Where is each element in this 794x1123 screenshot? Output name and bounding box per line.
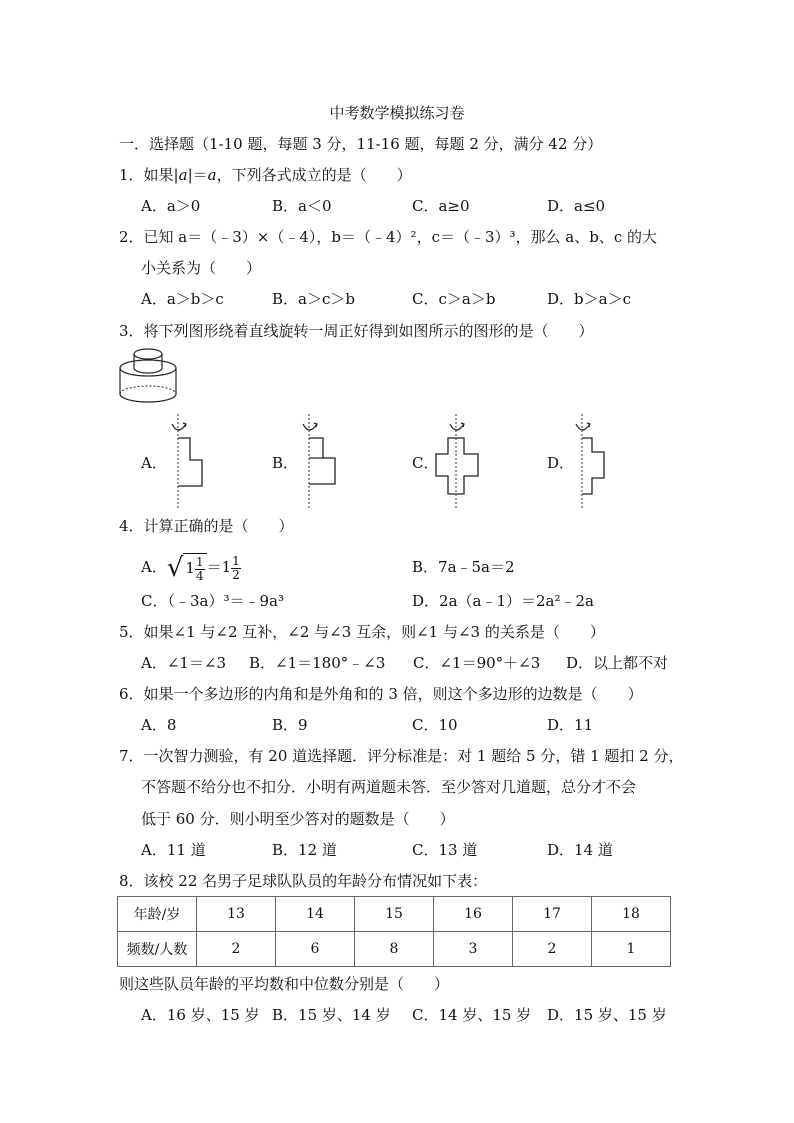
table-cell: 13 [197, 897, 276, 932]
q1-option-a: A．a＞0 [141, 197, 201, 215]
table-cell: 6 [276, 932, 355, 967]
q7-stem-line2: 不答题不给分也不扣分．小明有两道题未答．至少答对几道题，总分才不会 [141, 778, 637, 796]
q6-option-d: D．11 [547, 716, 594, 734]
age-distribution-table [117, 896, 671, 967]
q8-option-d: D．15 岁、15 岁 [547, 1006, 667, 1024]
q8-stem: 8．该校 22 名男子足球队队员的年龄分布情况如下表： [119, 872, 488, 890]
q5-option-a: A．∠1＝∠3 [141, 654, 227, 672]
q2-stem-line1: 2．已知 a＝（﹣3）×（﹣4），b＝（﹣4）²，c＝（﹣3）³，那么 a、b、c 的大 [119, 228, 658, 246]
q3-option-b-label: B． [272, 454, 299, 472]
q4-option-c: C．（﹣3a）³＝﹣9a³ [141, 592, 284, 610]
q1-option-c: C．a≥0 [412, 197, 470, 215]
table-row [118, 897, 671, 932]
q8-option-a: A．16 岁、15 岁 [141, 1006, 260, 1024]
q4-stem: 4．计算正确的是（ ） [119, 517, 294, 535]
table-cell: 18 [592, 897, 671, 932]
q8-question: 则这些队员年龄的平均数和中位数分别是（ ） [119, 975, 450, 993]
q7-option-b: B．12 道 [272, 841, 337, 859]
section-heading: 一．选择题（1-10 题，每题 3 分，11-16 题，每题 2 分，满分 42 分） [119, 135, 603, 153]
q7-option-c: C．13 道 [412, 841, 478, 859]
q6-option-c: C．10 [412, 716, 458, 734]
table-cell: 1 [592, 932, 671, 967]
q3-option-d-label: D． [547, 454, 575, 472]
q6-option-a: A．8 [141, 716, 177, 734]
q1-option-b: B．a＜0 [272, 197, 332, 215]
table-cell: 2 [197, 932, 276, 967]
q7-option-d: D．14 道 [547, 841, 613, 859]
table-header-cell: 年龄/岁 [118, 897, 197, 932]
q4-option-a: A．√ 1 $\frac{1}{4}$ ＝1 $\frac{1}{2}$ [141, 553, 240, 583]
q1-option-d: D．a≤0 [547, 197, 606, 215]
q7-option-a: A．11 道 [141, 841, 206, 859]
q3-option-c-label: C． [412, 454, 439, 472]
q2-option-b: B．a＞c＞b [272, 290, 355, 308]
table-cell: 16 [434, 897, 513, 932]
q4-option-d: D．2a（a﹣1）＝2a²﹣2a [412, 592, 594, 610]
q2-option-d: D．b＞a＞c [547, 290, 631, 308]
q5-stem: 5．如果∠1 与∠2 互补，∠2 与∠3 互余，则∠1 与∠3 的关系是（ ） [119, 623, 605, 641]
table-cell: 17 [513, 897, 592, 932]
q6-stem: 6．如果一个多边形的内角和是外角和的 3 倍，则这个多边形的边数是（ ） [119, 685, 643, 703]
table-cell: 2 [513, 932, 592, 967]
q6-option-b: B．9 [272, 716, 308, 734]
table-cell: 8 [355, 932, 434, 967]
q1-stem: 1．如果|a|＝a，下列各式成立的是（ ） [119, 166, 412, 184]
q7-stem-line1: 7．一次智力测验，有 20 道选择题．评分标准是：对 1 题给 5 分，错 1 题扣 2 分， [119, 747, 684, 765]
table-row [118, 932, 671, 967]
table-cell: 3 [434, 932, 513, 967]
q8-option-b: B．15 岁、14 岁 [272, 1006, 391, 1024]
table-header-cell: 频数/人数 [118, 932, 197, 967]
cylinder-figure [112, 344, 182, 406]
table-cell: 15 [355, 897, 434, 932]
q7-stem-line3: 低于 60 分．则小明至少答对的题数是（ ） [141, 810, 455, 828]
q2-option-c: C．c＞a＞b [412, 290, 496, 308]
q2-option-a: A．a＞b＞c [141, 290, 224, 308]
q4-option-b: B．7a﹣5a＝2 [412, 558, 515, 576]
q5-option-d: D．以上都不对 [566, 654, 669, 672]
page-title: 中考数学模拟练习卷 [329, 104, 465, 122]
q3-option-c-figure [432, 410, 492, 510]
table-cell: 14 [276, 897, 355, 932]
q3-option-b-figure [297, 410, 357, 510]
q5-option-c: C．∠1＝90°＋∠3 [413, 654, 541, 672]
q3-option-a-figure [166, 410, 216, 510]
q8-option-c: C．14 岁、15 岁 [412, 1006, 532, 1024]
q3-option-a-label: A． [141, 454, 167, 472]
q3-option-d-figure [570, 410, 620, 510]
q2-stem-line2: 小关系为（ ） [141, 259, 262, 277]
q3-stem: 3．将下列图形绕着直线旋转一周正好得到如图所示的图形的是（ ） [119, 322, 594, 340]
q5-option-b: B．∠1＝180°﹣∠3 [249, 654, 386, 672]
